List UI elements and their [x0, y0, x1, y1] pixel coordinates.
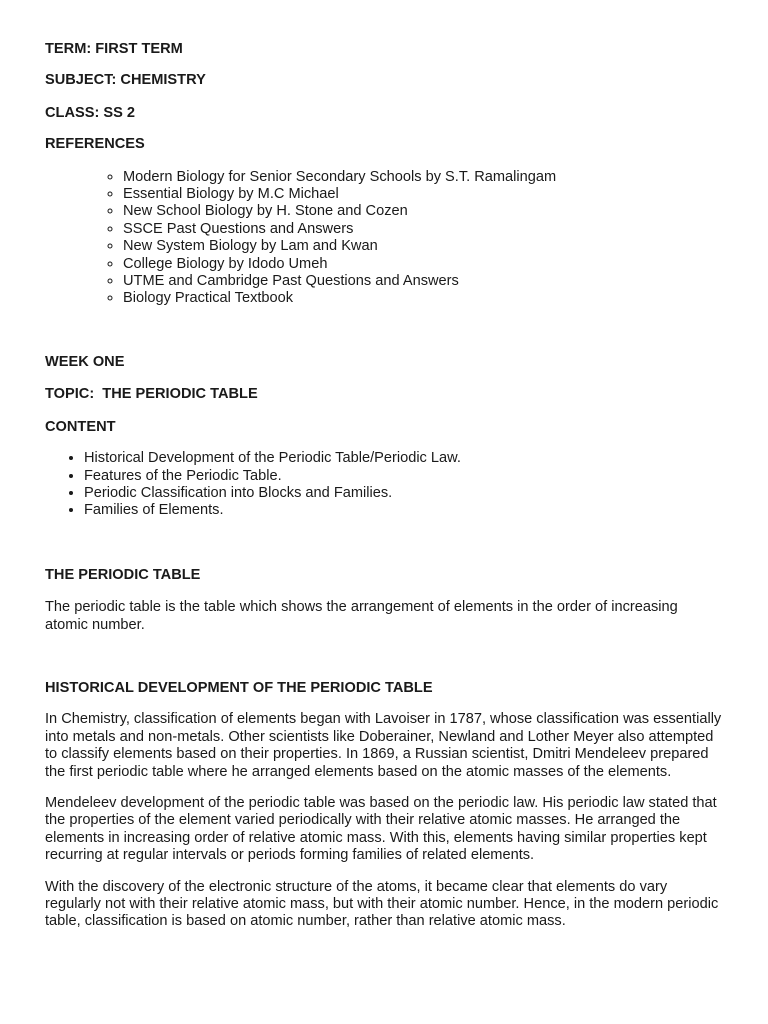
reference-item: ◦ SSCE Past Questions and Answers: [123, 221, 724, 238]
content-item: • Periodic Classification into Blocks and Families.: [84, 485, 724, 502]
topic-heading: TOPIC: THE PERIODIC TABLE: [45, 386, 258, 403]
week-heading: WEEK ONE: [45, 353, 125, 370]
reference-item: ◦ Biology Practical Textbook: [123, 290, 724, 307]
reference-item: ◦ New System Biology by Lam and Kwan: [123, 238, 724, 255]
reference-item: ◦ UTME and Cambridge Past Questions and Answers: [123, 273, 724, 290]
history-heading: HISTORICAL DEVELOPMENT OF THE PERIODIC TABLE: [45, 679, 433, 696]
reference-item: ◦ New School Biology by H. Stone and Cozen: [123, 203, 724, 220]
term-heading: TERM: FIRST TERM: [45, 41, 183, 57]
content-heading: CONTENT: [45, 418, 116, 435]
content-item: • Historical Development of the Periodic Table/Periodic Law.: [84, 450, 724, 467]
content-list: [45, 450, 724, 520]
history-paragraph: With the discovery of the electronic structure of the atoms, it became clear that elements do vary regularly not with their relative atomic mass, but with their atomic number. Hence, in the modern periodic table, classification is based on atomic number, rather than relative atomic mass.: [45, 878, 719, 930]
history-paragraph: In Chemistry, classification of elements began with Lavoiser in 1787, whose classification was essentially into metals and non-metals. Other scientists like Doberainer, Newland and Lother Meyer also attempted to classify elements based on their properties. In 1869, a Russian scientist, Dmitri Mendeleev prepared the first periodic table where he arranged elements based on the atomic masses of the elements.: [45, 711, 722, 780]
references-list: [45, 169, 724, 308]
reference-item: ◦ College Biology by Idodo Umeh: [123, 256, 724, 273]
reference-item: ◦ Modern Biology for Senior Secondary Schools by S.T. Ramalingam: [123, 169, 724, 186]
references-heading: REFERENCES: [45, 136, 145, 153]
history-paragraph: Mendeleev development of the periodic table was based on the periodic law. His periodic law stated that the properties of the element varied periodically with their relative atomic masses. He arranged the elements in increasing order of relative atomic mass. With this, elements having similar properties kept recurring at regular intervals or periods forming families of related elements.: [45, 794, 717, 864]
subject-heading: SUBJECT: CHEMISTRY: [45, 72, 206, 89]
class-heading: CLASS: SS 2: [45, 104, 136, 121]
content-item: • Features of the Periodic Table.: [84, 468, 724, 485]
content-item: • Families of Elements.: [84, 502, 724, 519]
periodic-table-definition: The periodic table is the table which shows the arrangement of elements in the order of increasing atomic number.: [45, 599, 678, 633]
reference-item: ◦ Essential Biology by M.C Michael: [123, 186, 724, 203]
periodic-table-heading: THE PERIODIC TABLE: [45, 566, 201, 583]
